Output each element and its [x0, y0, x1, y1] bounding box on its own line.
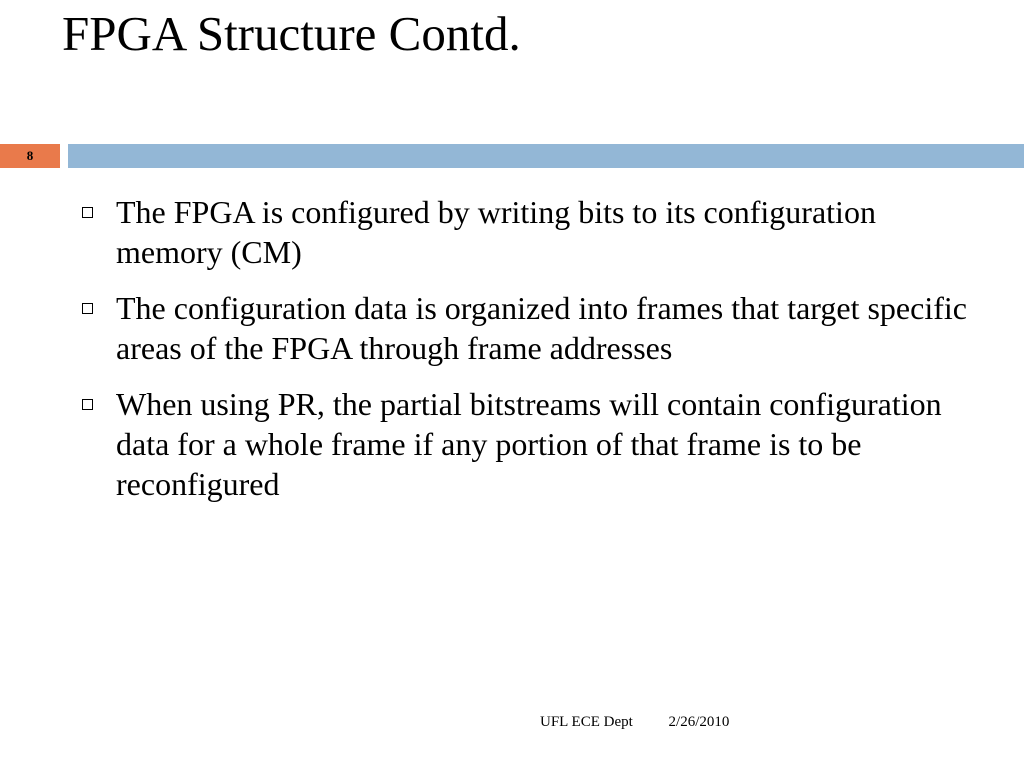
bullet-item [82, 192, 982, 272]
square-bullet-icon [82, 303, 93, 314]
footer-department: UFL ECE Dept [540, 714, 633, 730]
bullet-item [82, 288, 982, 368]
bullet-item [82, 384, 982, 504]
slide-footer [540, 712, 729, 732]
bullet-list [82, 192, 982, 520]
slide-number: 8 [26, 148, 34, 163]
square-bullet-icon [82, 399, 93, 410]
divider-band [68, 144, 1024, 168]
title-divider [0, 144, 1024, 168]
bullet-text: The FPGA is configured by writing bits to its configuration memory (CM) [116, 194, 876, 270]
footer-date: 2/26/2010 [668, 714, 730, 730]
slide-title: FPGA Structure Contd. [62, 6, 521, 61]
square-bullet-icon [82, 207, 93, 218]
bullet-text: The configuration data is organized into frames that target specific areas of the FPGA through frame addresses [116, 290, 967, 366]
bullet-text: When using PR, the partial bitstreams will contain configuration data for a whole frame if any portion of that frame is to be reconfigured [116, 386, 942, 502]
